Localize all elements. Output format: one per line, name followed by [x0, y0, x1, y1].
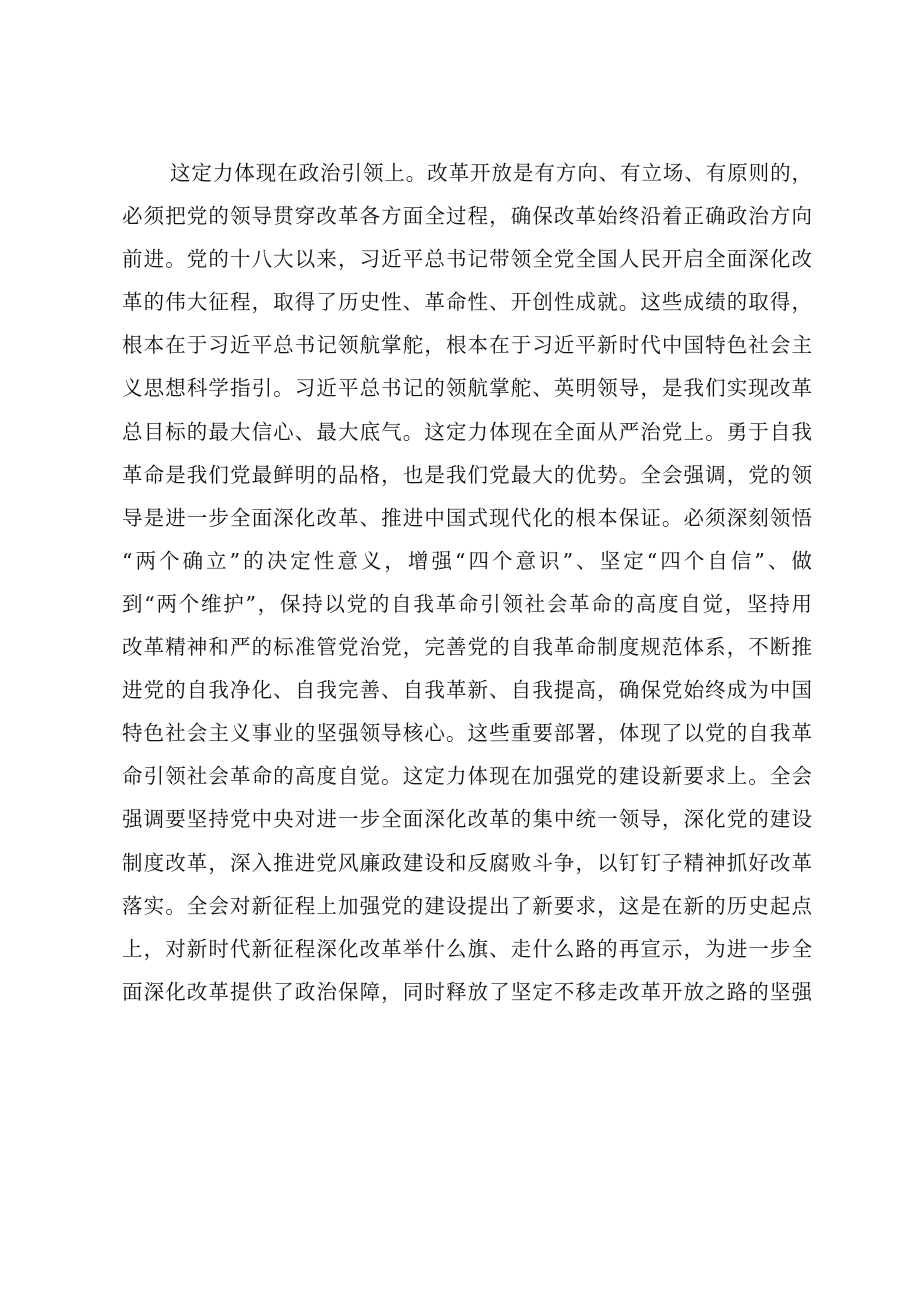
paragraph-line: 到“两个维护”，保持以党的自我革命引领社会革命的高度自觉，坚持用 [122, 591, 812, 616]
paragraph-line: 特色社会主义事业的坚强领导核心。这些重要部署，体现了以党的自我革 [122, 721, 812, 746]
paragraph-line: 必须把党的领导贯穿改革各方面全过程，确保改革始终沿着正确政治方向 [122, 204, 812, 229]
paragraph-line: 导是进一步全面深化改革、推进中国式现代化的根本保证。必须深刻领悟 [122, 505, 812, 530]
paragraph-line: 前进。党的十八大以来，习近平总书记带领全党全国人民开启全面深化改 [122, 247, 812, 272]
paragraph-line: 义思想科学指引。习近平总书记的领航掌舵、英明领导，是我们实现改革 [122, 376, 812, 401]
paragraph-line: 命引领社会革命的高度自觉。这定力体现在加强党的建设新要求上。全会 [122, 764, 812, 789]
paragraph-line: 制度改革，深入推进党风廉政建设和反腐败斗争，以钉钉子精神抓好改革 [122, 850, 812, 875]
paragraph-line: 上，对新时代新征程深化改革举什么旗、走什么路的再宣示，为进一步全 [122, 936, 812, 961]
paragraph-line: 强调要坚持党中央对进一步全面深化改革的集中统一领导，深化党的建设 [122, 807, 812, 832]
paragraph-line: 面深化改革提供了政治保障，同时释放了坚定不移走改革开放之路的坚强 [122, 979, 812, 1004]
paragraph-line: 总目标的最大信心、最大底气。这定力体现在全面从严治党上。勇于自我 [122, 419, 812, 444]
body-paragraph [122, 152, 812, 1014]
paragraph-line: 落实。全会对新征程上加强党的建设提出了新要求，这是在新的历史起点 [122, 893, 812, 918]
paragraph-line: 改革精神和严的标准管党治党，完善党的自我革命制度规范体系，不断推 [122, 635, 812, 660]
paragraph-line: “两个确立”的决定性意义，增强“四个意识”、坚定“四个自信”、做 [122, 548, 812, 573]
paragraph-line: 革命是我们党最鲜明的品格，也是我们党最大的优势。全会强调，党的领 [122, 462, 812, 487]
paragraph-line: 这定力体现在政治引领上。改革开放是有方向、有立场、有原则的， [170, 161, 812, 185]
paragraph-line: 进党的自我净化、自我完善、自我革新、自我提高，确保党始终成为中国 [122, 678, 812, 703]
paragraph-line: 革的伟大征程，取得了历史性、革命性、开创性成就。这些成绩的取得， [122, 290, 812, 315]
paragraph-line: 根本在于习近平总书记领航掌舵，根本在于习近平新时代中国特色社会主 [122, 333, 812, 358]
